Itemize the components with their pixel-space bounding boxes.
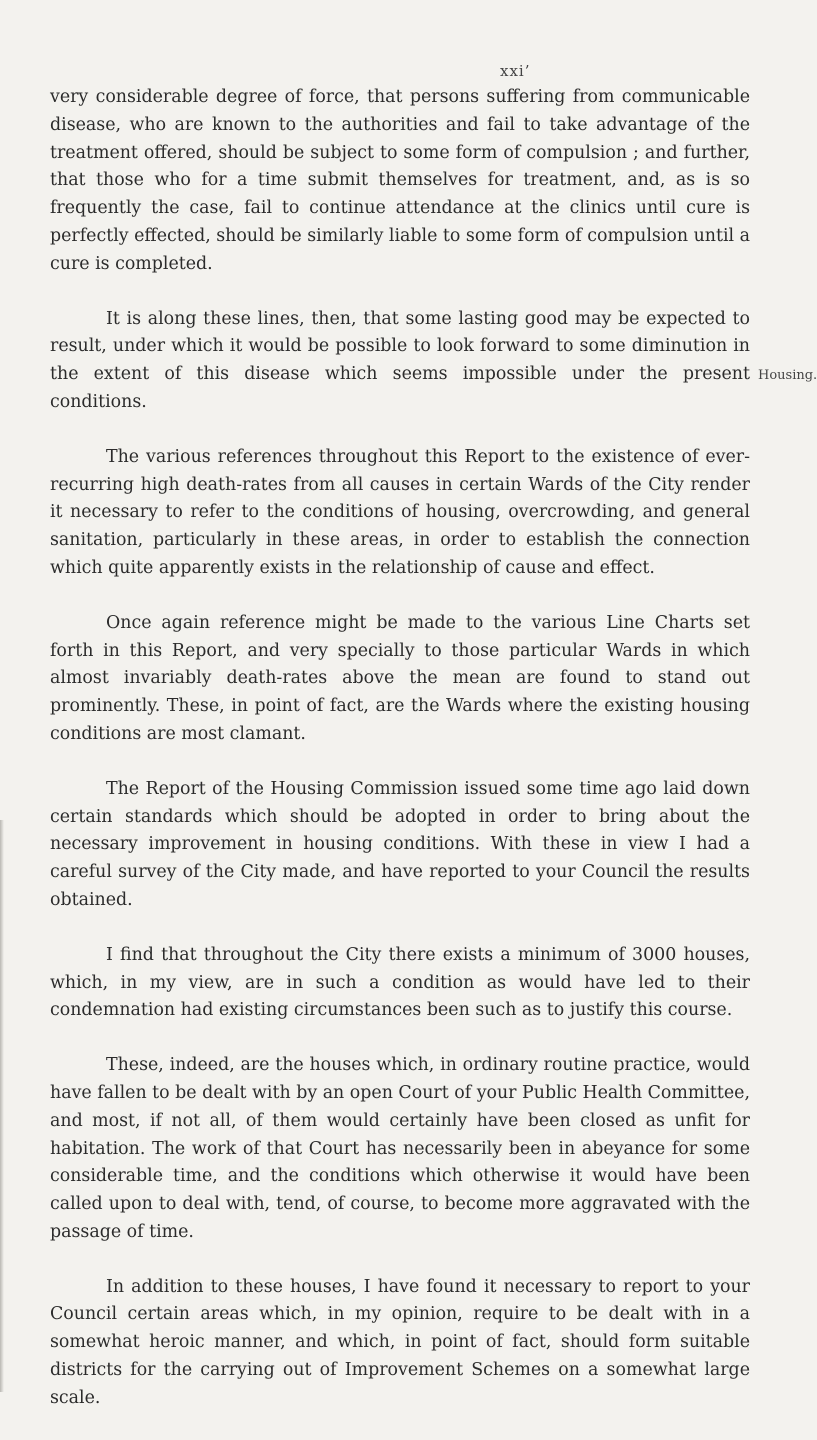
margin-note-housing: Housing.	[758, 368, 817, 383]
paragraph-lasting-good: It is along these lines, then, that some lasting good may be expected to result, under which it would be possible to look forward to some diminution in the extent of this disease which seems impossible under the present conditions.	[50, 308, 750, 412]
page-edge-shadow	[0, 820, 4, 1392]
paragraph-housing-commission: The Report of the Housing Commission issued some time ago laid down certain standards which should be adopted in order to bring about the necessary improvement in housing conditions. With these in view I had a careful survey of the City made, and have reported to your Council the results obtained.	[50, 778, 750, 910]
paragraph-improvement-schemes: In addition to these houses, I have found it necessary to report to your Council certain areas which, in my opinion, require to be dealt with in a somewhat heroic manner, and which, in point of fact, should form suitable districts for the carrying out of Improvement Schemes on a somewhat large scale.	[50, 1276, 750, 1408]
paragraph-compulsion: very considerable degree of force, that persons suffering from communicable disease, who are known to the authorities and fail to take advantage of the treatment offered, should be subject to some form of compulsion ; and further, that those who for a time submit themselves for treatment, and, as is so frequently the case, fail to continue attendance at the clinics until cure is perfectly effected, should be similarly liable to some form of compulsion until a cure is completed.	[50, 87, 750, 274]
paragraph-open-court: These, indeed, are the houses which, in ordinary routine practice, would have fallen to be dealt with by an open Court of your Public Health Committee, and most, if not all, of them would certainly have been closed as unfit for habitation. The work of that Court has necessarily been in abeyance for some considerable time, and the conditions which otherwise it would have been called upon to deal with, tend, of course, to become more aggravated with the passage of time.	[50, 1055, 750, 1242]
body-text	[50, 84, 750, 1440]
paragraph-line-charts: Once again reference might be made to the various Line Charts set forth in this Report, and very specially to those particular Wards in which almost invariably death-rates above the mean are found to stand out prominently. These, in point of fact, are the Wards where the existing housing conditions are most clamant.	[50, 612, 750, 744]
paragraph-3000-houses: I find that throughout the City there exists a minimum of 3000 houses, which, in my view, are in such a condition as would have led to their condemnation had existing circumstances been such as to justify this course.	[50, 944, 750, 1021]
page-number: xxi’	[500, 62, 531, 80]
paragraph-housing-references: The various references throughout this Report to the existence of ever-recurring high death-rates from all causes in certain Wards of the City render it necessary to refer to the conditions of housing, overcrowding, and general sanitation, particularly in these areas, in order to establish the connection which quite apparently exists in the relationship of cause and effect.	[50, 446, 750, 578]
